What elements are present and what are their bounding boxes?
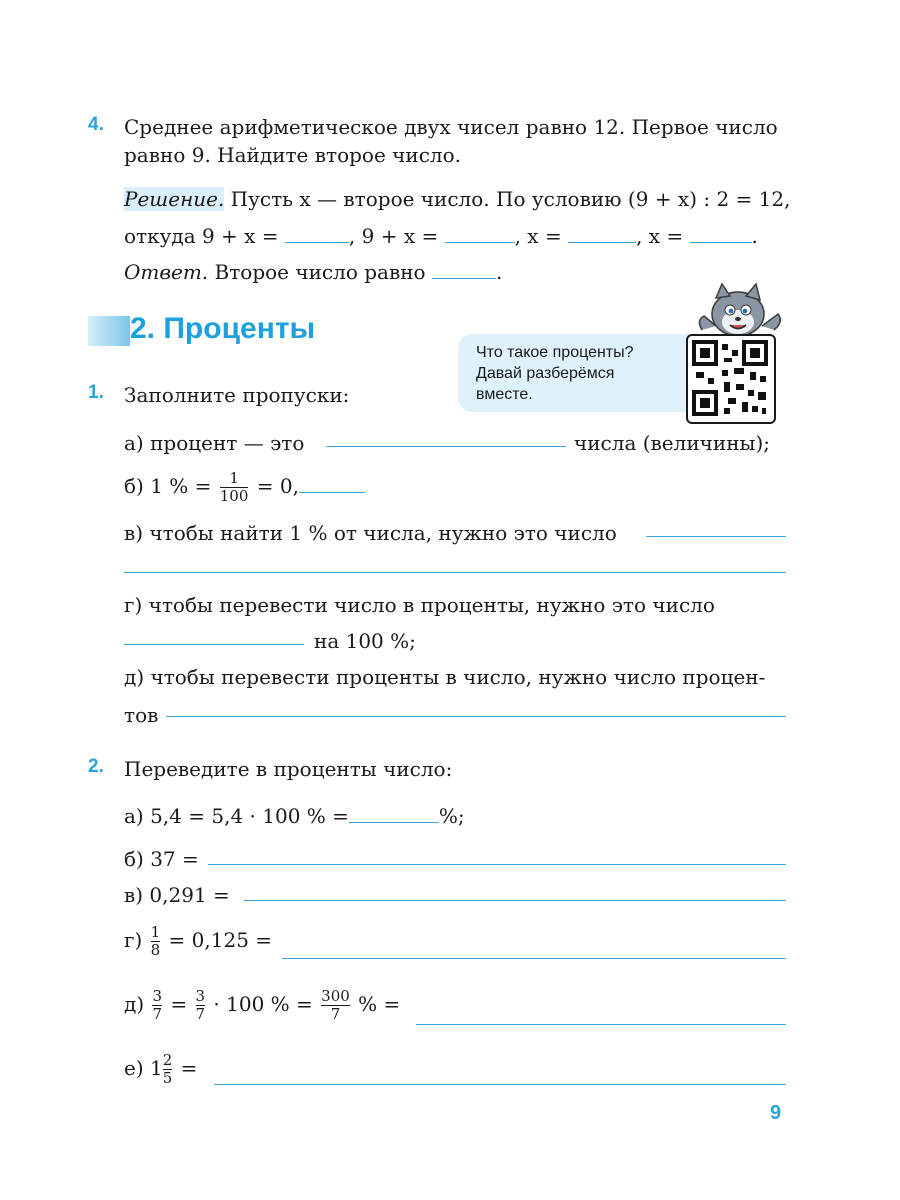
answer-blank[interactable] <box>646 536 786 537</box>
item-g: г) чтобы перевести число в проценты, нужно это число <box>124 593 715 617</box>
denominator: 7 <box>152 1005 163 1023</box>
item-d-text: · 100 % = <box>213 992 313 1016</box>
fraction <box>220 470 249 505</box>
fraction <box>196 988 206 1023</box>
item-b <box>124 470 365 505</box>
section-title: 2. Проценты <box>130 312 316 345</box>
hint-line: вместе. <box>476 386 533 403</box>
denominator: 7 <box>321 1005 350 1023</box>
numerator: 3 <box>195 987 206 1005</box>
fraction <box>321 988 350 1023</box>
solution-line <box>124 186 790 212</box>
item-e <box>124 1052 197 1087</box>
item-a-suffix: числа (величины); <box>574 431 771 455</box>
answer-blank[interactable] <box>326 446 566 447</box>
item-a-text: %; <box>438 804 465 828</box>
answer-line <box>124 258 502 285</box>
task-title: Заполните пропуски: <box>124 383 350 407</box>
task-number: 2. <box>88 756 104 777</box>
item-g-text: = 0,125 = <box>168 928 273 952</box>
item-a-text: а) 5,4 = 5,4 · 100 % = <box>124 804 349 828</box>
numerator: 300 <box>321 987 350 1005</box>
item-b-text: = 0, <box>256 474 299 498</box>
answer-blank[interactable] <box>124 572 786 573</box>
item-g-text: г) <box>124 928 143 952</box>
equation-text: . <box>751 224 758 248</box>
task-text-line: Среднее арифметическое двух чисел равно 12. Первое число <box>124 115 778 139</box>
answer-blank[interactable] <box>244 900 786 901</box>
fraction <box>163 1052 173 1087</box>
task-number: 1. <box>88 382 104 403</box>
answer-blank[interactable] <box>568 222 636 243</box>
numerator: 3 <box>152 987 163 1005</box>
answer-blank[interactable] <box>285 222 349 243</box>
item-d-text: = <box>170 992 188 1016</box>
answer-blank[interactable] <box>432 258 496 279</box>
item-d: д) чтобы перевести проценты в число, нужно число процен- <box>124 665 766 689</box>
solution-text: Пусть x — второе число. По условию (9 + x) : 2 = 12, <box>224 187 791 211</box>
answer-blank[interactable] <box>690 222 752 243</box>
denominator: 8 <box>150 941 161 959</box>
item-b-text: б) 1 % = <box>124 474 212 498</box>
answer-blank[interactable] <box>416 1024 786 1025</box>
item-v: в) 0,291 = <box>124 883 230 907</box>
answer-blank[interactable] <box>282 958 786 959</box>
equation-text: , 9 + x = <box>348 224 445 248</box>
item-d-text: % = <box>358 992 401 1016</box>
answer-blank[interactable] <box>166 716 786 717</box>
hint-text <box>476 342 634 405</box>
answer-blank[interactable] <box>349 802 439 823</box>
item-g-suffix: на 100 %; <box>314 629 416 653</box>
task-title: Переведите в проценты число: <box>124 757 453 781</box>
equation-text: , x = <box>636 224 690 248</box>
fraction <box>152 988 162 1023</box>
hint-line: Давай разберёмся <box>476 365 615 382</box>
item-d-text: д) <box>124 992 145 1016</box>
item-a <box>124 802 465 829</box>
numerator: 1 <box>150 923 161 941</box>
numerator: 2 <box>162 1051 173 1069</box>
item-b: б) 37 = <box>124 847 199 871</box>
answer-blank[interactable] <box>445 222 515 243</box>
fraction <box>151 924 161 959</box>
item-g <box>124 924 272 959</box>
denominator: 100 <box>219 487 249 505</box>
answer-label: Ответ. <box>124 260 209 284</box>
equation-text: откуда 9 + x = <box>124 224 285 248</box>
answer-blank[interactable] <box>214 1084 786 1085</box>
page-number: 9 <box>770 1102 782 1124</box>
answer-text: . <box>495 260 503 284</box>
item-a: а) процент — это <box>124 431 305 455</box>
answer-blank[interactable] <box>208 864 786 865</box>
task-number: 4. <box>88 114 104 135</box>
equation-text: , x = <box>514 224 569 248</box>
denominator: 5 <box>162 1069 173 1087</box>
numerator: 1 <box>229 469 239 487</box>
item-e-text: е) 1 <box>124 1056 163 1080</box>
qr-code-icon[interactable] <box>686 334 776 424</box>
section-marker <box>88 316 130 346</box>
hint-line: Что такое проценты? <box>476 344 634 361</box>
item-e-text: = <box>180 1056 198 1080</box>
task-text-line: равно 9. Найдите второе число. <box>124 143 462 167</box>
denominator: 7 <box>195 1005 206 1023</box>
solution-equations <box>124 222 758 249</box>
item-v: в) чтобы найти 1 % от числа, нужно это число <box>124 521 617 545</box>
answer-blank[interactable] <box>124 644 304 645</box>
item-d-cont: тов <box>124 703 159 727</box>
answer-blank[interactable] <box>299 472 365 493</box>
answer-text: Второе число равно <box>208 260 432 284</box>
item-d <box>124 988 400 1023</box>
solution-label: Решение. <box>124 187 225 211</box>
